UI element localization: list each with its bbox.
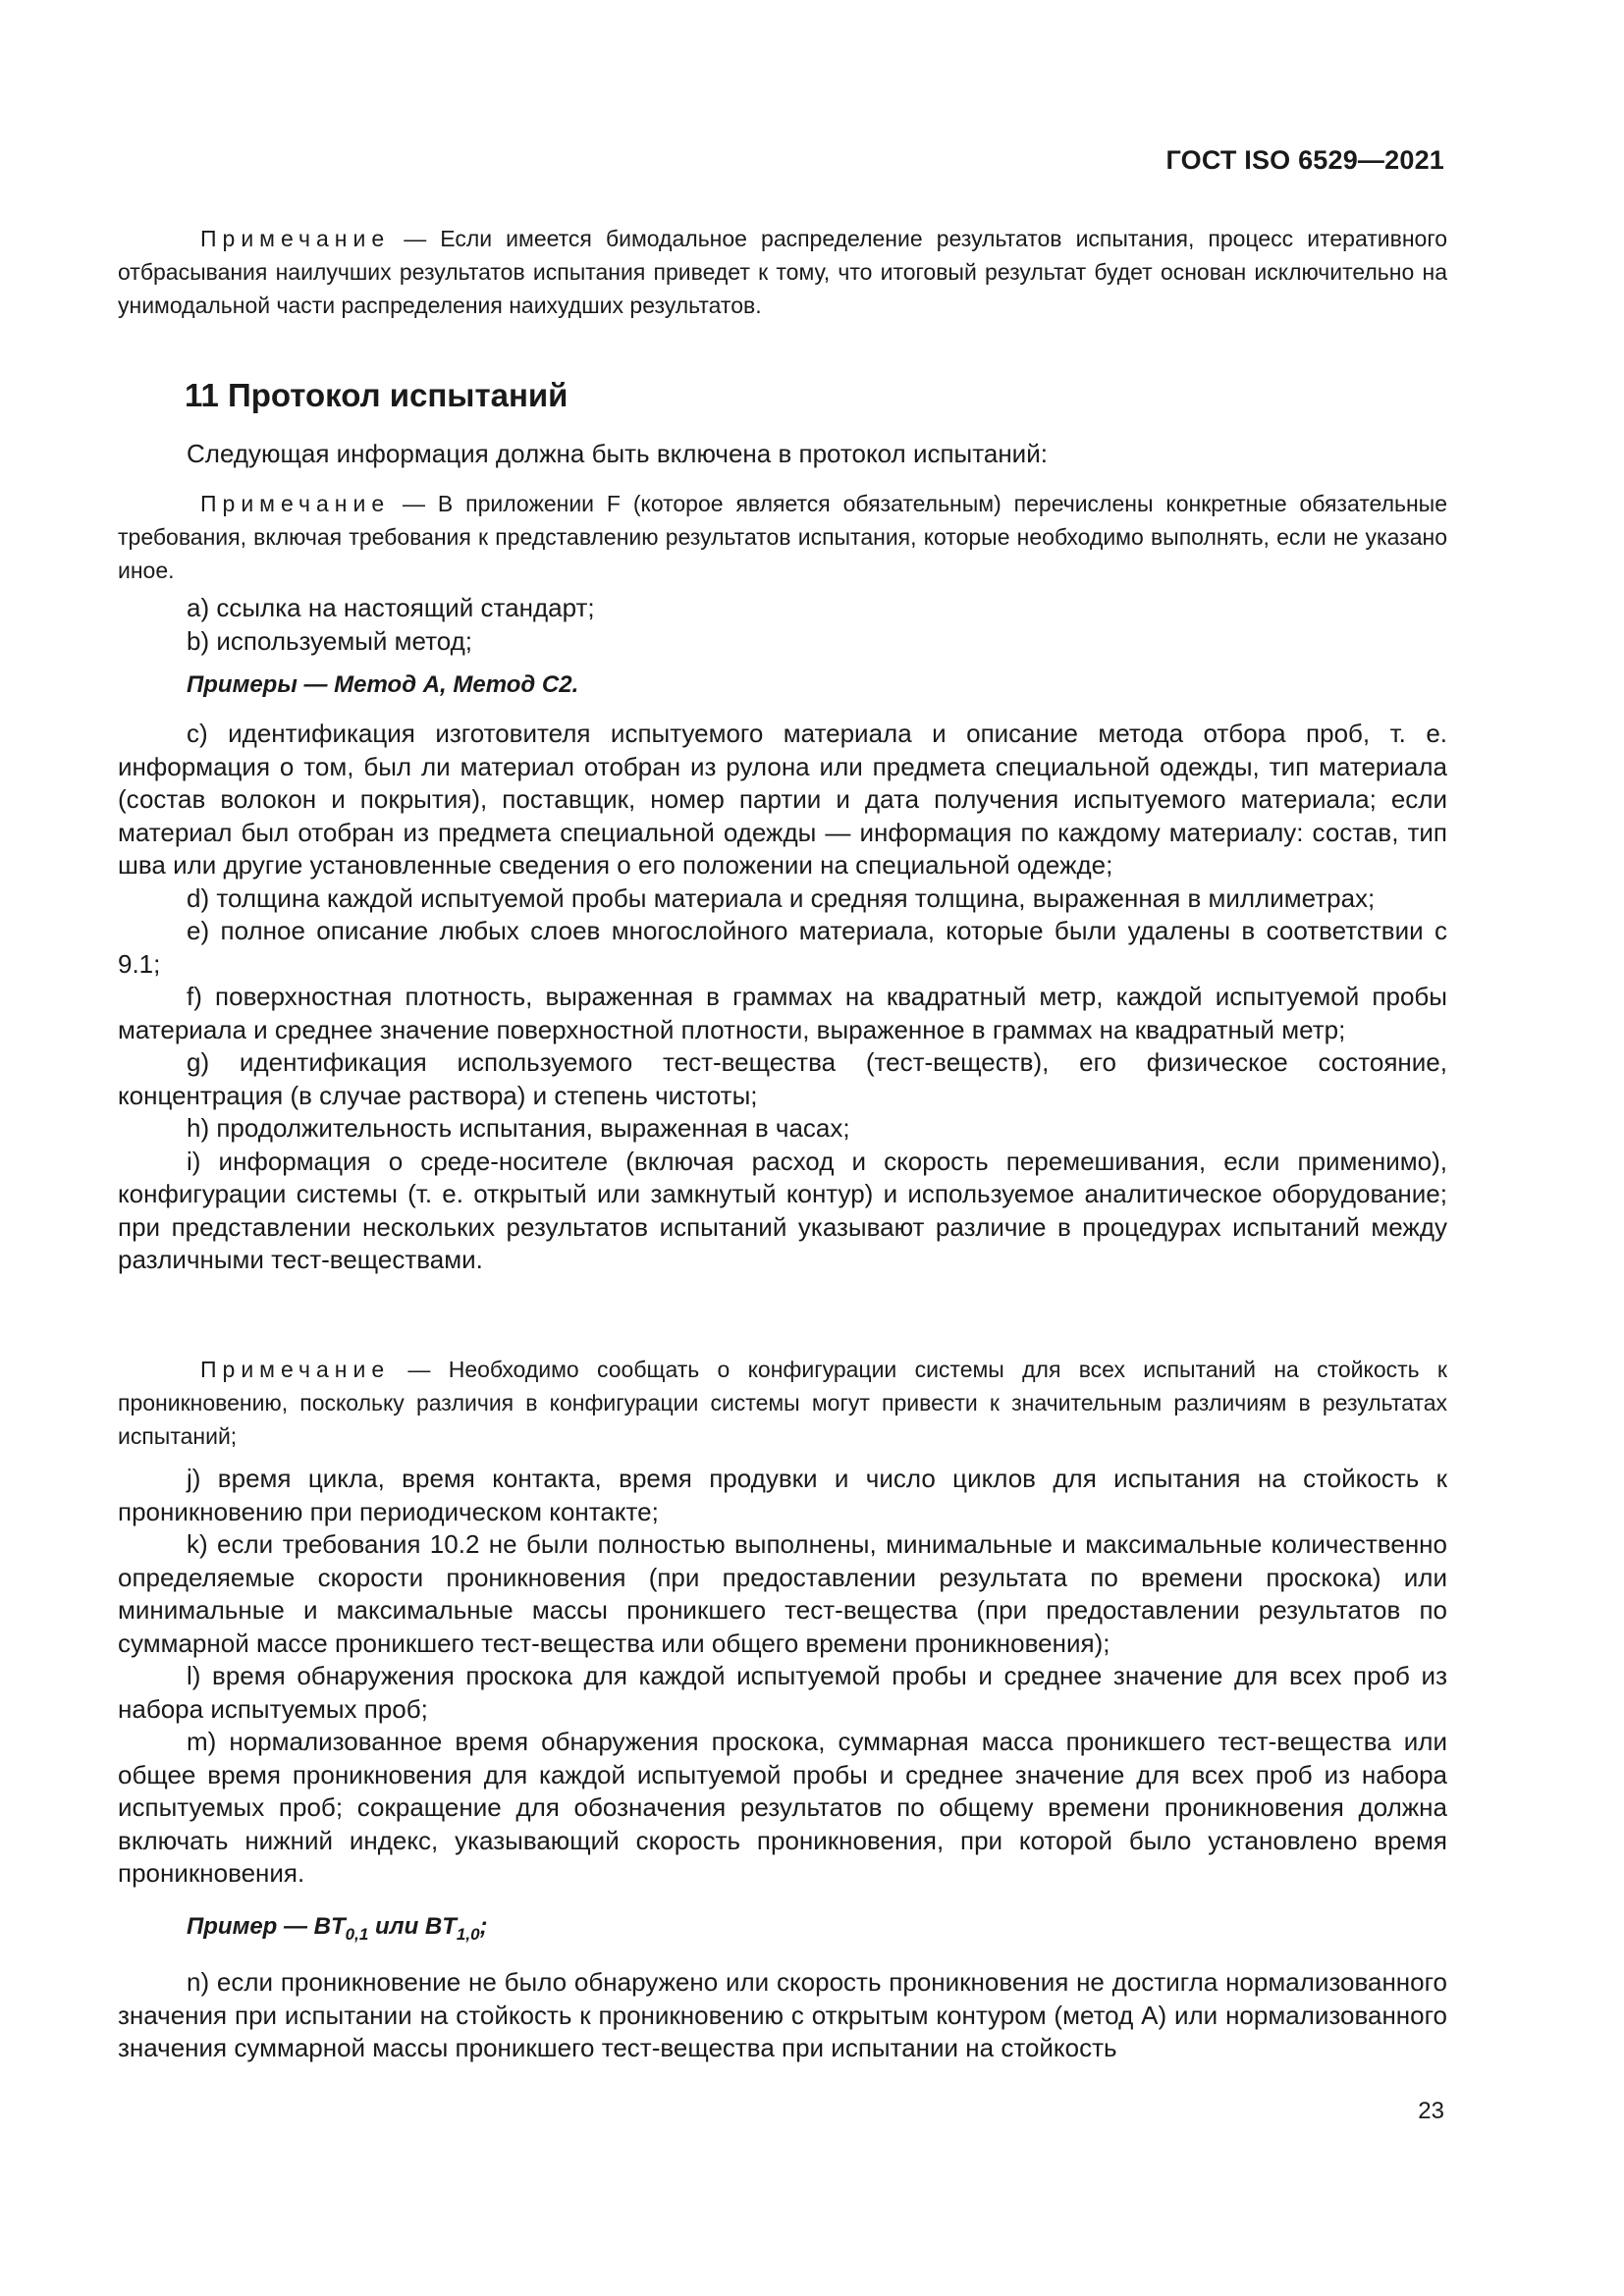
note-label: Примечание — [200, 1357, 391, 1382]
list-item-d: d) толщина каждой испытуемой пробы материала и средняя толщина, выраженная в миллиметрах; — [187, 882, 1376, 913]
list-items-jm — [118, 1463, 1447, 1891]
note-text: — В приложении F (которое является обязательным) перечислены конкретные обязательные требования, включая требования к представлению результатов испытания, которые необходимо выполнять, если не указано иное. — [118, 491, 1447, 583]
example-suffix: ; — [479, 1913, 488, 1940]
list-item-a: a) ссылка на настоящий стандарт; — [187, 593, 595, 622]
example-bt — [118, 1913, 1516, 1945]
note-system-config — [118, 1353, 1447, 1453]
list-items-ab — [118, 591, 1447, 658]
list-item-i: i) информация о среде-носителе (включая расход и скорость перемешивания, если применимо), конфигурации системы (т. е. открытый или замкнутый контур) и используемое аналитическое оборудование; при представлении нескольких результатов испытаний указывают различие в процедурах испытаний между различными тест-веществами. — [118, 1146, 1447, 1274]
note-text: — Если имеется бимодальное распределение результатов испытания, процесс итеративного отбрасывания наилучших результатов испытания приведет к тому, что итоговый результат будет основан исключительно на унимодальной части распределения наихудших результатов. — [118, 226, 1447, 318]
list-item-n: n) если проникновение не было обнаружено или скорость проникновения не достигла нормализованного значения при испытании на стойкость к проникновению с открытым контуром (метод А) или нормализованного значения суммарной массы проникшего тест-вещества при испытании на стойкость — [118, 1967, 1447, 2062]
example-mid: или BT — [368, 1913, 457, 1940]
list-item-g: g) идентификация используемого тест-вещества (тест-веществ), его физическое состояние, концентрация (в случае раствора) и степень чистоты; — [118, 1047, 1447, 1110]
section-intro: Следующая информация должна быть включена в протокол испытаний: — [187, 439, 1048, 468]
note-text: — Необходимо сообщать о конфигурации системы для всех испытаний на стойкость к проникновению, поскольку различия в конфигурации системы могут привести к значительным различиям в результатах испытаний; — [118, 1357, 1447, 1449]
list-item-c: c) идентификация изготовителя испытуемого материала и описание метода отбора проб, т. е. информация о том, был ли материал отобран из рулона или предмета специальной одежды, тип материала (состав волокон и покрытия), поставщик, номер партии и дата получения испытуемого материала; если материал был отобран из предмета специальной одежды — информация по каждому материалу: состав, тип шва или другие установленные сведения о его положении на специальной одежде; — [118, 719, 1447, 880]
example-prefix: Пример — BT — [187, 1913, 346, 1940]
list-items-ci — [118, 718, 1447, 1277]
note-annex-f — [118, 487, 1447, 587]
list-item-f: f) поверхностная плотность, выраженная в граммах на квадратный метр, каждой испытуемой пробы материала и среднее значение поверхностной плотности, выраженное в граммах на квадратный метр; — [118, 982, 1447, 1044]
list-item-m: m) нормализованное время обнаружения проскока, суммарная масса проникшего тест-вещества или общее время проникновения для каждой испытуемой пробы и среднее значение для всех проб из набора испытуемых проб; сокращение для обозначения результатов по общему времени проникновения должна включать нижний индекс, указывающий скорость проникновения, при которой было установлено время проникновения. — [118, 1727, 1447, 1888]
list-item-e: e) полное описание любых слоев многослойного материала, которые были удалены в соответствии с 9.1; — [118, 916, 1447, 979]
example-subscript-1: 0,1 — [345, 1924, 369, 1944]
list-item-l: l) время обнаружения проскока для каждой испытуемой пробы и среднее значение для всех проб из набора испытуемых проб; — [118, 1661, 1447, 1724]
note-label: Примечание — [200, 491, 391, 516]
list-item-b: b) используемый метод; — [187, 626, 473, 656]
page-number: 23 — [1418, 2098, 1444, 2124]
list-item-j: j) время цикла, время контакта, время продувки и число циклов для испытания на стойкость к проникновению при периодическом контакте; — [118, 1464, 1447, 1526]
list-item-k: k) если требования 10.2 не были полностью выполнены, минимальные и максимальные количественно определяемые скорости проникновения (при предоставлении результата по времени проскока) или минимальные и максимальные массы проникшего тест-вещества (при предоставлении результатов по суммарной массе проникшего тест-вещества или общего времени проникновения); — [118, 1529, 1447, 1658]
note-label: Примечание — [200, 226, 391, 251]
example-subscript-2: 1,0 — [456, 1924, 480, 1944]
example-methods: Примеры — Метод A, Метод C2. — [187, 671, 579, 698]
note-bimodal — [118, 222, 1447, 322]
list-item-h: h) продолжительность испытания, выраженная в часах; — [187, 1113, 850, 1143]
section-title: 11 Протокол испытаний — [185, 377, 568, 413]
document-header: ГОСТ ISO 6529—2021 — [1165, 145, 1444, 175]
